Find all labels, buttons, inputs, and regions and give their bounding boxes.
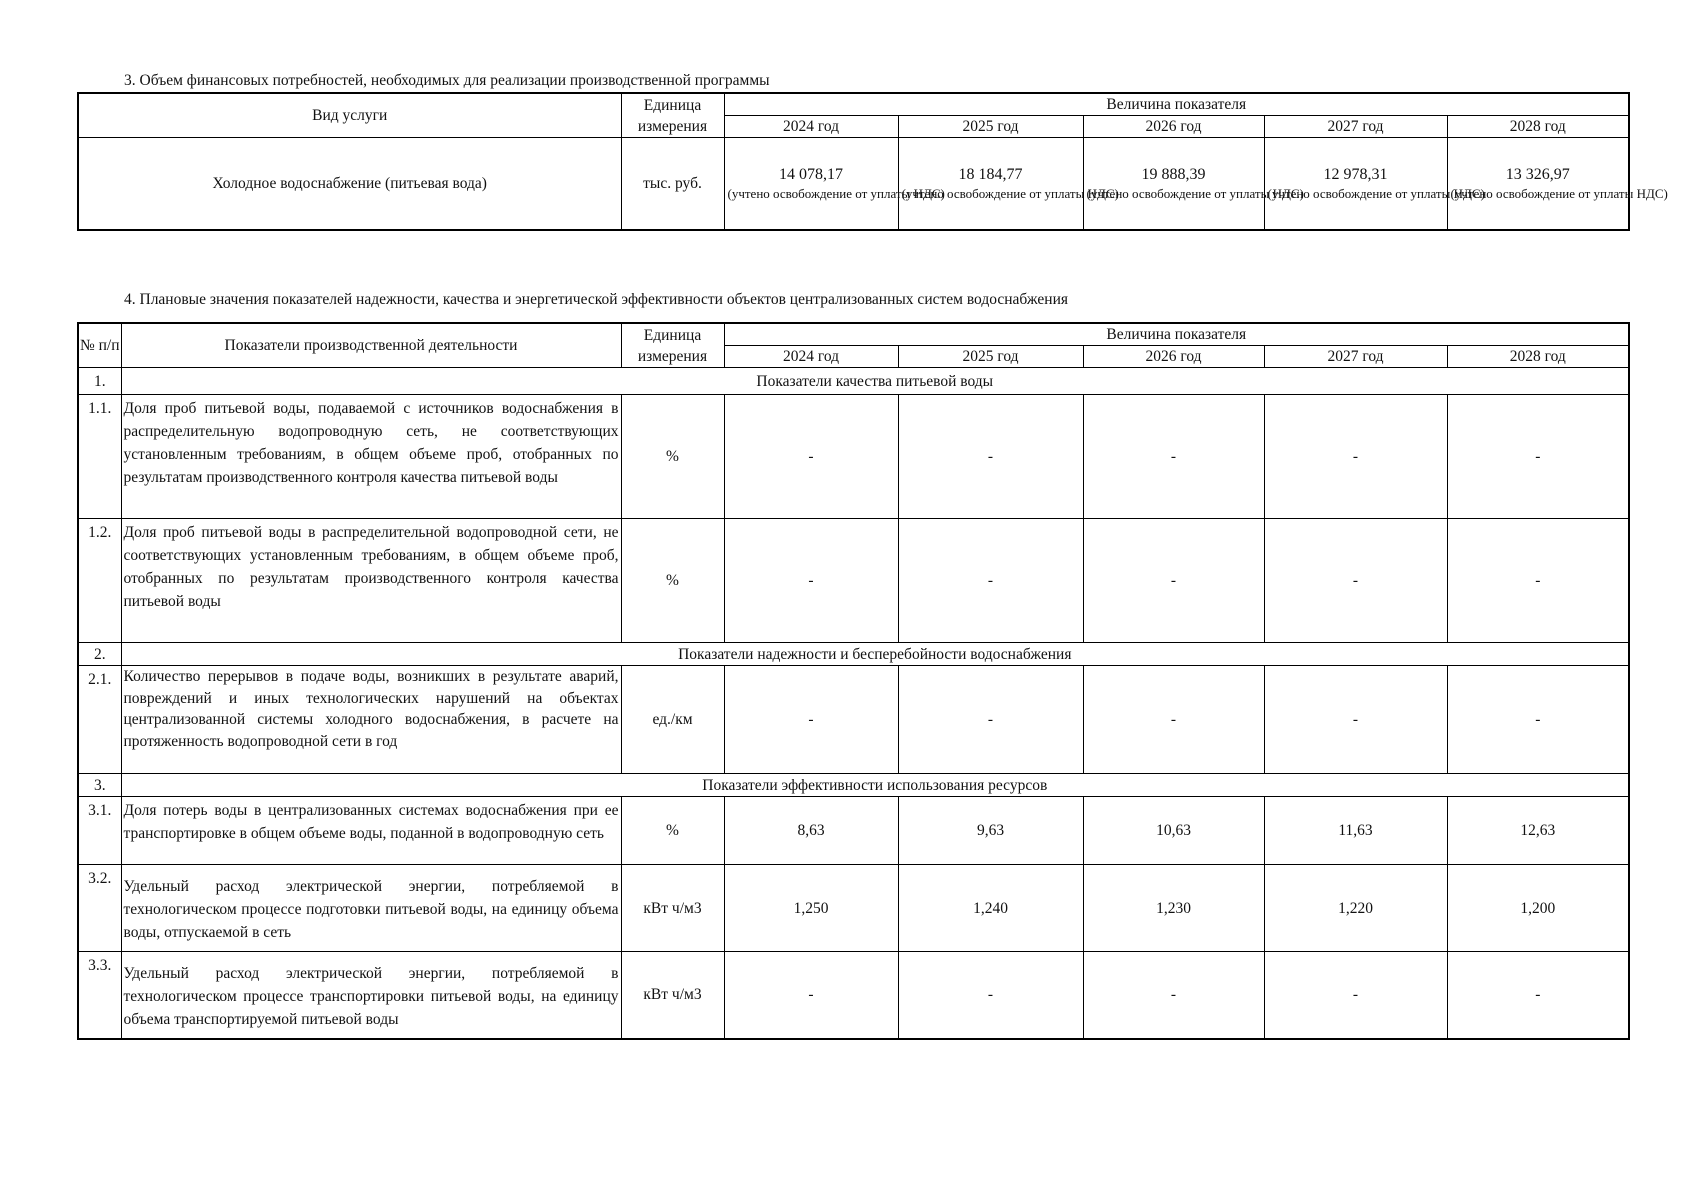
row-value: - [724, 519, 898, 643]
row-value: - [1083, 666, 1264, 774]
group-num: 3. [78, 774, 121, 797]
financial-cell [1083, 138, 1304, 230]
row-value: - [1264, 395, 1447, 519]
row-text: Доля потерь воды в централизованных системах водоснабжения при ее транспортировке в общем объеме воды, поданной в водопроводную сеть [121, 797, 621, 865]
row-text: Удельный расход электрической энергии, потребляемой в технологическом процессе транспортировки питьевой воды, на единицу объема транспортируемой питьевой воды [121, 952, 621, 1039]
row-value: 12,63 [1447, 797, 1629, 865]
table-row [78, 395, 1629, 519]
header-year: 2027 год [1264, 116, 1447, 138]
section3-title: 3. Объем финансовых потребностей, необходимых для реализации производственной программы [124, 72, 770, 89]
table-row [78, 519, 1629, 643]
financial-value: 18 184,77 [958, 165, 1023, 183]
row-unit: ед./км [621, 666, 724, 774]
financial-cell [898, 138, 1119, 230]
row-text: Количество перерывов в подаче воды, возникших в результате аварий, повреждений и иных технологических нарушений на объектах централизованной системы холодного водоснабжения, в расчете на протяженность водопроводной сети в год [121, 666, 621, 774]
row-value: 1,220 [1264, 865, 1447, 952]
row-unit: кВт ч/м3 [621, 865, 724, 952]
financial-note: (учтено освобождение от уплаты НДС) [727, 185, 945, 201]
financial-note: (учтено освобождение от уплаты НДС) [1450, 185, 1668, 201]
table-row [78, 666, 1629, 774]
service-unit: тыс. руб. [621, 138, 724, 230]
row-value: 11,63 [1264, 797, 1447, 865]
financial-note: (учтено освобождение от уплаты НДС) [901, 185, 1119, 201]
indicators-table [77, 322, 1630, 1040]
header-indicator: Показатели производственной деятельности [121, 323, 621, 368]
header-unit: Единица измерения [621, 323, 724, 368]
row-num: 2.1. [78, 666, 121, 774]
row-value: - [898, 952, 1083, 1039]
row-value: - [898, 519, 1083, 643]
financial-value: 14 078,17 [779, 165, 843, 183]
row-value: - [1447, 666, 1629, 774]
header-year: 2026 год [1083, 116, 1264, 138]
row-text: Доля проб питьевой воды, подаваемой с источников водоснабжения в распределительную водопроводную сеть, не соответствующих установленным требованиям, в общем объеме проб, отобранных по результатам производственного контроля качества питьевой воды [121, 395, 621, 519]
financial-needs-table [77, 92, 1668, 231]
header-year: 2024 год [724, 116, 898, 138]
group-num: 2. [78, 643, 121, 666]
row-value: 1,230 [1083, 865, 1264, 952]
row-value: - [1264, 666, 1447, 774]
header-year: 2025 год [898, 346, 1083, 368]
row-value: 1,250 [724, 865, 898, 952]
row-unit: % [621, 797, 724, 865]
group-title: Показатели эффективности использования ресурсов [121, 774, 1629, 797]
row-value: 8,63 [724, 797, 898, 865]
header-year: 2024 год [724, 346, 898, 368]
row-num: 3.1. [78, 797, 121, 865]
row-num: 1.2. [78, 519, 121, 643]
financial-cell [724, 138, 945, 230]
header-year: 2028 год [1447, 346, 1629, 368]
financial-cell [1447, 138, 1668, 230]
row-unit: % [621, 519, 724, 643]
financial-note: (учтено освобождение от уплаты НДС) [1086, 185, 1304, 201]
row-unit: % [621, 395, 724, 519]
row-value: - [898, 666, 1083, 774]
row-value: - [1447, 395, 1629, 519]
header-service: Вид услуги [78, 93, 621, 138]
header-year: 2028 год [1447, 116, 1629, 138]
financial-value: 19 888,39 [1141, 165, 1206, 183]
financial-value: 12 978,31 [1323, 165, 1388, 183]
group-num: 1. [78, 368, 121, 395]
header-year: 2026 год [1083, 346, 1264, 368]
row-num: 3.3. [78, 952, 121, 1039]
table-row [78, 952, 1629, 1039]
header-value: Величина показателя [724, 323, 1629, 346]
group-title: Показатели надежности и бесперебойности водоснабжения [121, 643, 1629, 666]
row-value: - [1083, 519, 1264, 643]
row-value: - [724, 952, 898, 1039]
row-unit: кВт ч/м3 [621, 952, 724, 1039]
row-text: Удельный расход электрической энергии, потребляемой в технологическом процессе подготовки питьевой воды, на единицу объема воды, отпускаемой в сеть [121, 865, 621, 952]
financial-value: 13 326,97 [1505, 165, 1570, 183]
header-unit: Единица измерения [621, 93, 724, 138]
financial-note: (учтено освобождение от уплаты НДС) [1267, 185, 1485, 201]
header-year: 2027 год [1264, 346, 1447, 368]
row-value: - [1447, 952, 1629, 1039]
row-num: 1.1. [78, 395, 121, 519]
row-value: - [1264, 519, 1447, 643]
row-value: 1,240 [898, 865, 1083, 952]
row-value: - [1083, 395, 1264, 519]
row-value: 9,63 [898, 797, 1083, 865]
row-value: - [724, 666, 898, 774]
header-year: 2025 год [898, 116, 1083, 138]
row-value: - [724, 395, 898, 519]
section4-title: 4. Плановые значения показателей надежности, качества и энергетической эффективности объектов централизованных систем водоснабжения [124, 291, 1069, 308]
row-value: - [1447, 519, 1629, 643]
row-num: 3.2. [78, 865, 121, 952]
row-value: 1,200 [1447, 865, 1629, 952]
header-value: Величина показателя [724, 93, 1629, 116]
row-value: - [1264, 952, 1447, 1039]
table-row [78, 797, 1629, 865]
row-value: - [1083, 952, 1264, 1039]
header-num: № п/п [78, 323, 121, 368]
group-title: Показатели качества питьевой воды [121, 368, 1629, 395]
row-value: 10,63 [1083, 797, 1264, 865]
row-value: - [898, 395, 1083, 519]
financial-cell [1264, 138, 1485, 230]
service-name: Холодное водоснабжение (питьевая вода) [78, 138, 621, 230]
row-text: Доля проб питьевой воды в распределительной водопроводной сети, не соответствующих установленным требованиям, в общем объеме проб, отобранных по результатам производственного контроля качества питьевой воды [121, 519, 621, 643]
table-row [78, 865, 1629, 952]
